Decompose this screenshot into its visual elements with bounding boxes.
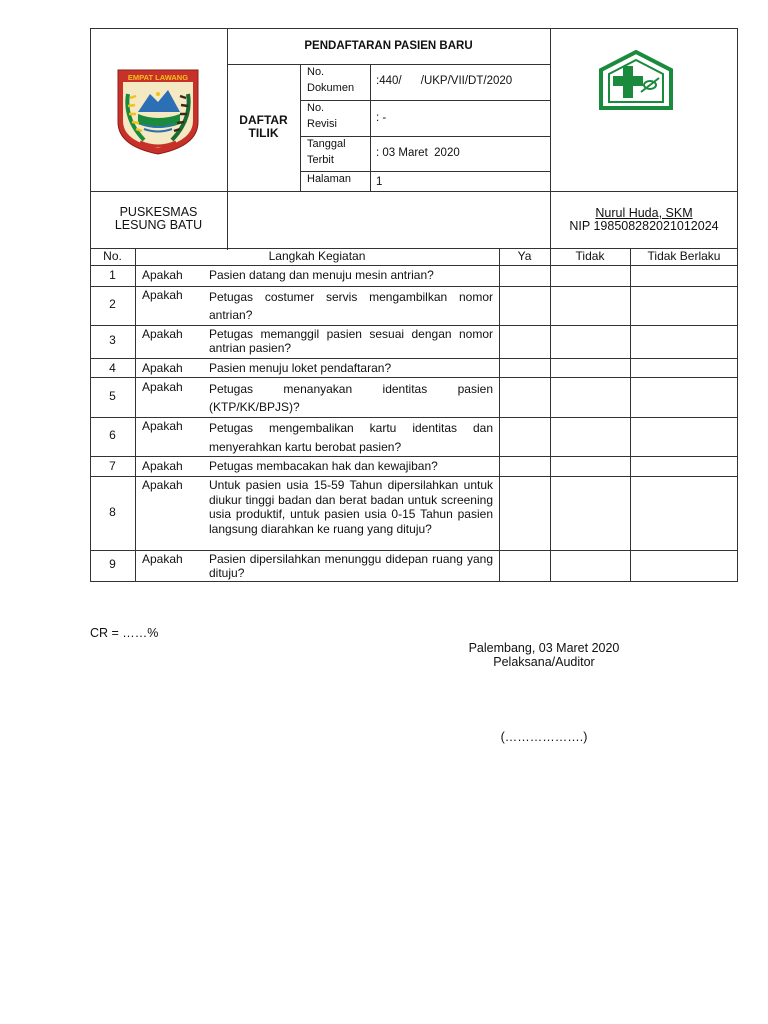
- revision-value: : -: [376, 112, 387, 124]
- health-center-logo-icon: [587, 48, 685, 118]
- issue-date-value: : 03 Maret 2020: [376, 147, 460, 159]
- row-number: 3: [109, 333, 116, 347]
- row-activity-text: Petugas costumer servis mengambilkan nomor antrian?: [209, 290, 493, 322]
- organization-name: PUSKESMAS LESUNG BATU: [114, 205, 203, 232]
- issue-date-label: Tanggal Terbit: [307, 138, 346, 166]
- head-nip: NIP 198508282021012024: [569, 219, 719, 233]
- row-number: 8: [109, 505, 116, 519]
- head-name: Nurul Huda, SKM: [595, 206, 693, 220]
- row-question-word: Apakah: [142, 419, 183, 433]
- row-activity-text: Petugas menanyakan identitas pasien (KTP/KK/BPJS)?: [209, 382, 493, 414]
- col-header-no-answer: Tidak: [575, 249, 605, 263]
- row-activity-text: Petugas mengembalikan kartu identitas dan menyerahkan kartu berobat pasien?: [209, 421, 493, 454]
- row-number: 5: [109, 389, 116, 403]
- doc-number-value: :440/ /UKP/VII/DT/2020: [376, 75, 513, 87]
- row-question-word: Apakah: [142, 268, 183, 282]
- row-question-word: Apakah: [142, 361, 183, 375]
- row-question-word: Apakah: [142, 552, 183, 566]
- row-question-word: Apakah: [142, 327, 183, 341]
- row-number: 2: [109, 297, 116, 311]
- row-question-word: Apakah: [142, 478, 183, 492]
- place-date: Palembang, 03 Maret 2020: [468, 641, 620, 655]
- row-activity-text: Pasien dipersilahkan menunggu didepan ruang yang dituju?: [209, 552, 493, 580]
- row-number: 4: [109, 361, 116, 375]
- page-label: Halaman: [307, 173, 352, 185]
- col-header-activity: Langkah Kegiatan: [268, 249, 366, 263]
- document-title: PENDAFTARAN PASIEN BARU: [304, 40, 473, 52]
- logo-banner-text: EMPAT LAWANG: [127, 73, 189, 82]
- row-question-word: Apakah: [142, 380, 183, 394]
- row-number: 7: [109, 459, 116, 473]
- row-question-word: Apakah: [142, 288, 183, 302]
- row-activity-text: Pasien datang dan menuju mesin antrian?: [209, 268, 434, 282]
- col-header-not-applicable: Tidak Berlaku: [647, 249, 721, 263]
- signer-role: Pelaksana/Auditor: [493, 655, 595, 669]
- revision-label: No. Revisi: [307, 102, 337, 130]
- daftar-tilik-label: DAFTAR TILIK: [239, 113, 288, 140]
- regency-logo-icon: [114, 64, 202, 156]
- page-value: 1: [376, 176, 383, 188]
- col-header-yes: Ya: [517, 249, 532, 263]
- row-activity-text: Petugas membacakan hak dan kewajiban?: [209, 459, 438, 473]
- row-activity-text: Petugas memanggil pasien sesuai dengan nomor antrian pasien?: [209, 327, 493, 355]
- row-question-word: Apakah: [142, 459, 183, 473]
- row-number: 6: [109, 428, 116, 442]
- row-activity-text: Untuk pasien usia 15-59 Tahun dipersilahkan untuk diukur tinggi badan dan berat badan untuk screening usia produktif, untuk pasien usia 0-15 Tahun pasien langsung diarahkan ke ruang yang dituju?: [209, 478, 493, 536]
- doc-number-label: No. Dokumen: [307, 66, 355, 94]
- row-number: 1: [109, 268, 116, 282]
- col-header-no: No.: [103, 249, 122, 263]
- signature-placeholder: (……………….): [500, 730, 588, 744]
- row-number: 9: [109, 557, 116, 571]
- row-activity-text: Pasien menuju loket pendaftaran?: [209, 361, 392, 375]
- compliance-rate: CR = ……%: [90, 626, 159, 640]
